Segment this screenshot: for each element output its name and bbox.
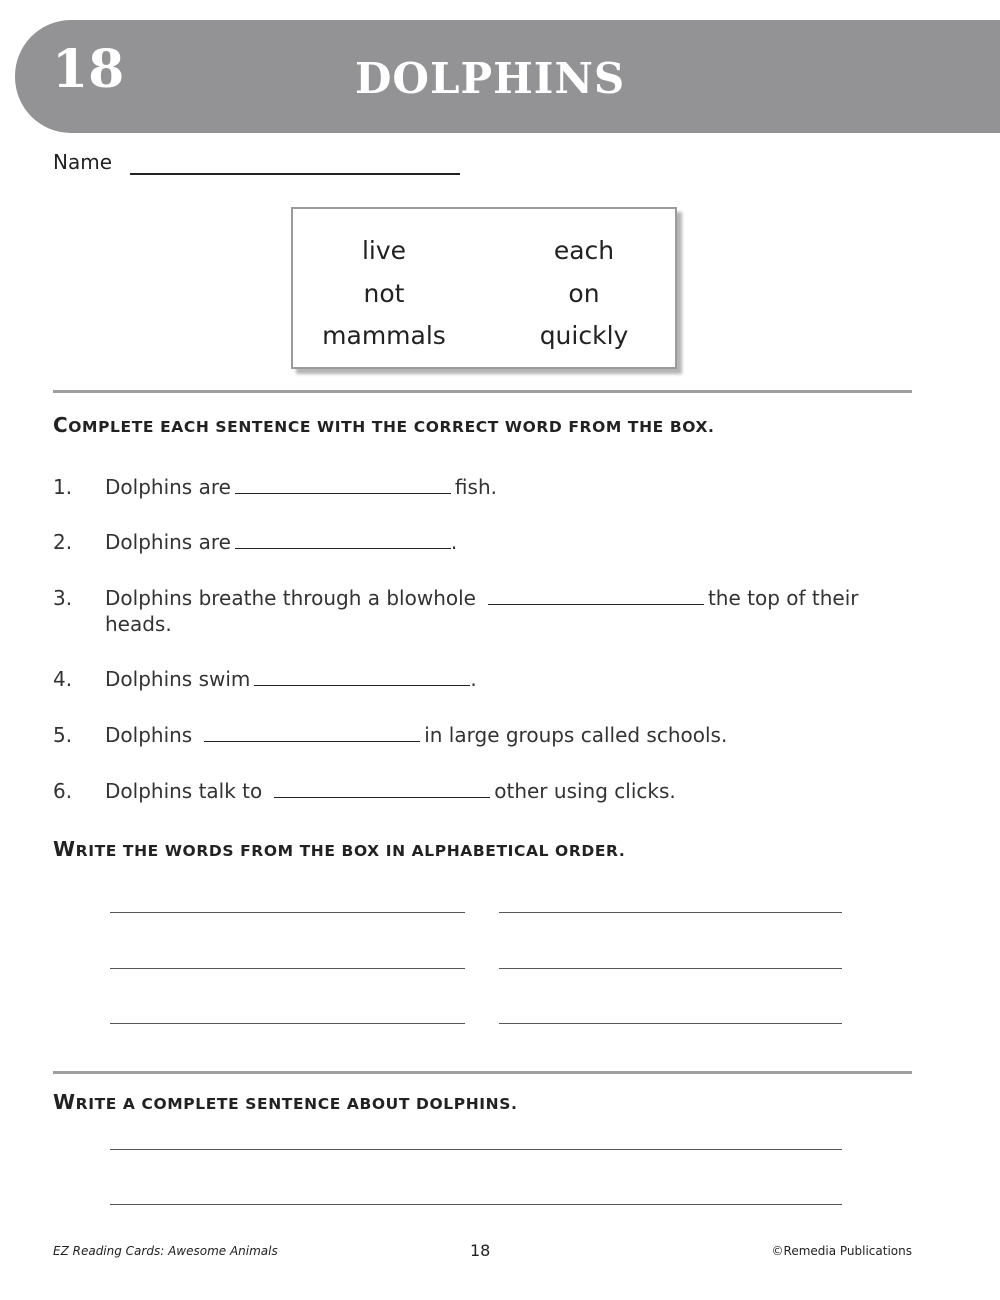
- answer-blank[interactable]: [254, 667, 470, 686]
- word-box-item: each: [553, 236, 615, 265]
- word-box-item: on: [568, 279, 600, 308]
- answer-line[interactable]: [499, 912, 842, 913]
- footer-book-title: EZ Reading Cards: Awesome Animals: [53, 1244, 278, 1258]
- word-box-item: not: [363, 279, 405, 308]
- sentence-line[interactable]: [110, 1149, 842, 1150]
- page-title: DOLPHINS: [355, 54, 626, 103]
- section-divider: [53, 1071, 912, 1074]
- answer-line[interactable]: [110, 1023, 465, 1024]
- section-heading-alphabetical: WRITE THE WORDS FROM THE BOX IN ALPHABETICAL ORDER.: [53, 837, 626, 861]
- answer-blank[interactable]: [488, 586, 704, 605]
- answer-line[interactable]: [499, 968, 842, 969]
- name-label: Name: [53, 150, 113, 174]
- answer-blank[interactable]: [204, 723, 420, 742]
- answer-blank[interactable]: [235, 475, 451, 494]
- footer-copyright: ©Remedia Publications: [771, 1244, 912, 1258]
- name-field-line[interactable]: [130, 173, 460, 175]
- answer-line[interactable]: [110, 912, 465, 913]
- footer-page-number: 18: [470, 1241, 491, 1260]
- word-box: [291, 207, 677, 369]
- word-box-item: live: [361, 236, 407, 265]
- sentence-line[interactable]: [110, 1204, 842, 1205]
- answer-line[interactable]: [499, 1023, 842, 1024]
- answer-blank[interactable]: [235, 530, 451, 549]
- section-heading-sentence: WRITE A COMPLETE SENTENCE ABOUT DOLPHINS.: [53, 1090, 518, 1114]
- section-heading-complete: COMPLETE EACH SENTENCE WITH THE CORRECT WORD FROM THE BOX.: [53, 413, 715, 437]
- word-box-item: mammals: [322, 321, 446, 350]
- word-box-item: quickly: [539, 321, 629, 350]
- answer-blank[interactable]: [274, 779, 490, 798]
- section-divider: [53, 390, 912, 393]
- answer-line[interactable]: [110, 968, 465, 969]
- lesson-number: 18: [52, 39, 125, 100]
